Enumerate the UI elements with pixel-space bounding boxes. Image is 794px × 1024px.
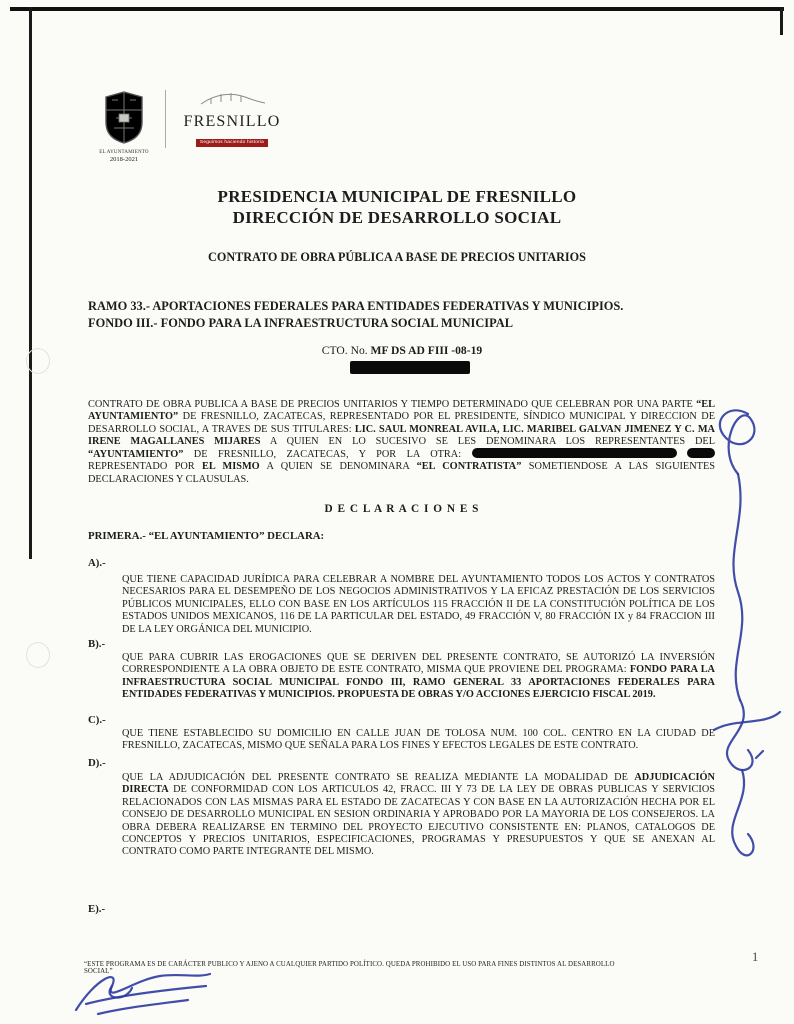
ramo-line-1: RAMO 33.- APORTACIONES FEDERALES PARA ENTIDADES FEDERATIVAS Y MUNICIPIOS. bbox=[88, 299, 624, 313]
coat-of-arms-icon bbox=[102, 131, 146, 148]
intro-text: SOMETIENDOSE A LAS SIGUIENTES DECLARACIONES Y CLAUSULAS. bbox=[88, 461, 715, 485]
redaction-bar bbox=[687, 448, 715, 458]
title-line-2: DIRECCIÓN DE DESARROLLO SOCIAL bbox=[232, 208, 562, 227]
contract-number-label: CTO. No. bbox=[321, 344, 371, 357]
hole-punch-artifact bbox=[26, 348, 50, 374]
opening-paragraph bbox=[88, 399, 715, 486]
crest-caption: EL AYUNTAMIENTO bbox=[99, 150, 149, 155]
fresnillo-logo bbox=[165, 90, 286, 148]
clause-a-text: QUE TIENE CAPACIDAD JURÍDICA PARA CELEBRAR A NOMBRE DEL AYUNTAMIENTO TODOS LOS ACTOS Y CONTRATOS NECESARIOS PARA EL DESEMPEÑO DE LOS NEGOCIOS ADMINISTRATIVOS Y LA EFICAZ PRESTACIÓN DE LOS SERVICIOS PÚBLICOS MUNICIPALES, ELLO CON BASE EN LOS ARTÍCULOS 115 FRACCIÓN II DE LA CONSTITUCIÓN POLÍTICA DE LOS ESTADOS UNIDOS MEXICANOS, 116 DE LA PARTICULAR DEL ESTADO, 49 FRACCIÓN V, 80 FRACCIÓN IX y 84 FRACCION III DE LA LEY ORGÁNICA DEL MUNICIPIO. bbox=[122, 574, 715, 635]
intro-text: DE FRESNILLO, ZACATECAS, REPRESENTADO POR EL PRESIDENTE, SÍNDICO MUNICIPAL Y DIRECCION DE DESARROLLO SOCIAL, A TRAVES DE SUS TITULARES: bbox=[88, 411, 715, 435]
scan-border-left bbox=[29, 7, 32, 559]
intro-text-bold: “EL CONTRATISTA” bbox=[416, 461, 522, 473]
scan-border-top bbox=[10, 7, 784, 11]
clause-body-b bbox=[122, 652, 715, 702]
page-number: 1 bbox=[752, 950, 759, 964]
clause-b-text-bold: FONDO PARA LA INFRAESTRUCTURA SOCIAL MUNICIPAL FONDO III, RAMO GENERAL 33 APORTACIONES FEDERALES PARA ENTIDADES FEDERATIVAS Y MUNICIPIOS. PROPUESTA DE OBRAS Y/O ACCIONES EJERCICIO FISCAL 2019. bbox=[122, 664, 715, 701]
scan-border-right bbox=[780, 7, 783, 35]
intro-text: DE FRESNILLO, ZACATECAS, Y POR LA OTRA: bbox=[183, 449, 472, 461]
page-title bbox=[57, 186, 737, 228]
clause-marker-e: E).- bbox=[88, 903, 106, 915]
clause-marker-c: C).- bbox=[88, 714, 106, 726]
intro-names-bold: LIC. SAUL MONREAL AVILA, LIC. MARIBEL GALVAN JIMENEZ Y C. MA IRENE MAGALLANES MIJARES bbox=[88, 423, 715, 447]
hole-punch-artifact bbox=[26, 642, 50, 668]
intro-text-bold: “EL AYUNTAMIENTO” bbox=[88, 399, 715, 423]
intro-text-bold: “AYUNTAMIENTO” bbox=[88, 449, 184, 461]
intro-text: A QUIEN EN LO SUCESIVO SE LES DENOMINARA LOS REPRESENTANTES DEL bbox=[260, 435, 715, 447]
declarations-heading: D E C L A R A C I O N E S bbox=[324, 503, 480, 515]
clause-c-text: QUE TIENE ESTABLECIDO SU DOMICILIO EN CALLE JUAN DE TOLOSA NUM. 100 COL. CENTRO EN LA CIUDAD DE FRESNILLO, ZACATECAS, MISMO QUE SEÑALA PARA LOS FINES Y EFECTOS LEGALES DE ESTE CONTRATO. bbox=[122, 728, 715, 752]
clause-marker-b: B).- bbox=[88, 638, 106, 650]
clause-marker-a: A).- bbox=[88, 557, 106, 569]
clause-body-d bbox=[122, 772, 715, 859]
header-logos bbox=[95, 90, 286, 164]
clause-b-text: QUE PARA CUBRIR LAS EROGACIONES QUE SE DERIVEN DEL PRESENTE CONTRATO, SE AUTORIZÓ LA INVERSIÓN CORRESPONDIENTE A LA OBRA OBJETO DE ESTE CONTRATO, MISMA QUE PROVIENE DEL PROGRAMA: bbox=[122, 652, 715, 676]
clause-d-text-bold: ADJUDICACIÓN DIRECTA bbox=[122, 772, 715, 796]
fresnillo-skyline-icon bbox=[197, 93, 267, 110]
contract-number-value: MF DS AD FIII -08-19 bbox=[370, 344, 483, 357]
clause-marker-d: D).- bbox=[88, 757, 106, 769]
primera-heading: PRIMERA.- “EL AYUNTAMIENTO” DECLARA: bbox=[88, 530, 325, 542]
contract-subtitle: CONTRATO DE OBRA PÚBLICA A BASE DE PRECIOS UNITARIOS bbox=[208, 250, 586, 264]
crest-years: 2018-2021 bbox=[109, 156, 139, 163]
ramo-line-2: FONDO III.- FONDO PARA LA INFRAESTRUCTURA SOCIAL MUNICIPAL bbox=[88, 315, 513, 330]
intro-text: A QUIEN SE DENOMINARA bbox=[259, 461, 417, 473]
title-line-1: PRESIDENCIA MUNICIPAL DE FRESNILLO bbox=[217, 187, 577, 206]
brand-tagline: Seguimos haciendo historia bbox=[196, 139, 268, 147]
clause-body-a bbox=[122, 574, 715, 636]
redaction-bar bbox=[350, 361, 470, 374]
clause-d-text: DE CONFORMIDAD CON LOS ARTICULOS 42, FRACC. III Y 73 DE LA LEY DE OBRAS PUBLICAS Y SERVICIOS RELACIONADOS CON LAS MISMAS PARA EL ESTADO DE ZACATECAS Y CON BASE EN LA AUTORIZACIÓN HECHA POR EL CONSEJO DE DESARROLLO MUNICIPAL EN SESION ORDINARIA Y APROBADO POR LA MAYORIA DE LOS CONSEJEROS. LA OBRA DEBERA REALIZARSE EN TERMINO DEL PROYECTO EJECUTIVO CONSISTENTE EN: PLANOS, CATALOGOS DE CONCEPTOS Y PRECIOS UNITARIOS, ESPECIFICACIONES, PROGRAMAS Y PRESUPUESTOS Y QUE SE ANEXAN AL CONTRATO COMO PARTE INTEGRANTE DEL MISMO. bbox=[122, 784, 715, 858]
redaction-bar bbox=[472, 448, 677, 458]
footer-disclaimer: “ESTE PROGRAMA ES DE CARÁCTER PUBLICO Y AJENO A CUALQUIER PARTIDO POLÍTICO. QUEDA PROHIBIDO EL USO PARA FINES DISTINTOS AL DESARROLLO SOCIAL” bbox=[84, 961, 615, 975]
brand-name: FRESNILLO bbox=[183, 113, 281, 130]
intro-text-bold: EL MISMO bbox=[202, 461, 260, 473]
contract-number-line bbox=[88, 344, 716, 357]
intro-text: REPRESENTADO POR bbox=[88, 461, 202, 473]
program-heading bbox=[88, 298, 744, 331]
intro-text: CONTRATO DE OBRA PUBLICA A BASE DE PRECIOS UNITARIOS Y TIEMPO DETERMINADO QUE CELEBRAN POR UNA PARTE bbox=[88, 399, 697, 410]
clause-d-text: QUE LA ADJUDICACIÓN DEL PRESENTE CONTRATO SE REALIZA MEDIANTE LA MODALIDAD DE bbox=[122, 772, 635, 783]
municipal-crest bbox=[95, 90, 153, 164]
clause-body-c bbox=[122, 728, 715, 753]
